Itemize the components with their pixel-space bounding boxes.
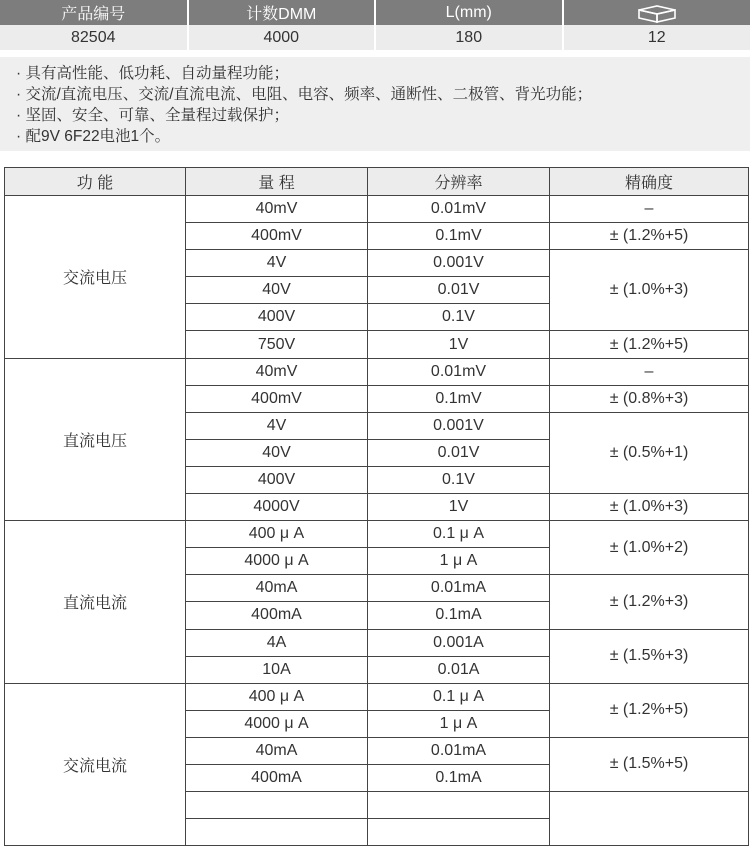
spec-row [5, 358, 749, 385]
range-cell [186, 792, 368, 819]
resolution-cell: 0.01A [368, 656, 550, 683]
accuracy-cell: ± (1.5%+5) [550, 737, 749, 791]
resolution-cell: 0.1mA [368, 764, 550, 791]
resolution-cell: 1 μ A [368, 548, 550, 575]
accuracy-header: 精确度 [550, 168, 749, 196]
function-cell: 交流电流 [5, 683, 186, 846]
range-cell: 750V [186, 331, 368, 358]
function-header: 功 能 [5, 168, 186, 196]
range-cell: 400V [186, 304, 368, 331]
package-box-icon [635, 3, 679, 23]
resolution-cell: 0.01V [368, 277, 550, 304]
accuracy-cell: – [550, 358, 749, 385]
accuracy-cell: ± (1.2%+5) [550, 223, 749, 250]
range-cell: 40mA [186, 575, 368, 602]
range-cell: 4000 μ A [186, 548, 368, 575]
range-cell: 400mV [186, 223, 368, 250]
resolution-cell: 0.01mV [368, 358, 550, 385]
accuracy-cell: – [550, 196, 749, 223]
feature-item: · 坚固、安全、可靠、全量程过载保护； [16, 105, 750, 126]
accuracy-cell: ± (0.5%+1) [550, 412, 749, 493]
length-header: L(mm) [375, 0, 563, 25]
resolution-cell: 1 μ A [368, 710, 550, 737]
range-cell: 4V [186, 250, 368, 277]
accuracy-cell: ± (1.5%+3) [550, 629, 749, 683]
range-cell: 40V [186, 439, 368, 466]
range-cell: 40mV [186, 196, 368, 223]
product-code-value: 82504 [0, 25, 188, 50]
resolution-cell: 0.1V [368, 466, 550, 493]
resolution-cell [368, 792, 550, 819]
range-header: 量 程 [186, 168, 368, 196]
range-cell: 4000 μ A [186, 710, 368, 737]
product-info-table [0, 0, 750, 50]
range-cell: 400mV [186, 385, 368, 412]
count-dmm-header: 计数DMM [188, 0, 376, 25]
spec-row [5, 196, 749, 223]
resolution-cell: 0.1 μ A [368, 683, 550, 710]
resolution-cell: 0.01mA [368, 575, 550, 602]
range-cell: 40mV [186, 358, 368, 385]
spec-table [4, 167, 748, 846]
range-cell [186, 819, 368, 846]
function-cell: 直流电流 [5, 521, 186, 684]
range-cell: 4000V [186, 494, 368, 521]
resolution-cell: 0.01mA [368, 737, 550, 764]
box-quantity-value: 12 [563, 25, 750, 50]
resolution-cell: 0.001V [368, 250, 550, 277]
accuracy-cell: ± (1.2%+5) [550, 331, 749, 358]
range-cell: 400mA [186, 764, 368, 791]
resolution-cell: 0.01mV [368, 196, 550, 223]
range-cell: 400 μ A [186, 683, 368, 710]
accuracy-cell: ± (1.2%+5) [550, 683, 749, 737]
resolution-cell: 0.001A [368, 629, 550, 656]
range-cell: 4V [186, 412, 368, 439]
accuracy-cell: ± (1.2%+3) [550, 575, 749, 629]
accuracy-cell: ± (0.8%+3) [550, 385, 749, 412]
range-cell: 400 μ A [186, 521, 368, 548]
range-cell: 400V [186, 466, 368, 493]
product-code-header: 产品编号 [0, 0, 188, 25]
count-dmm-value: 4000 [188, 25, 376, 50]
accuracy-cell: ± (1.0%+3) [550, 250, 749, 331]
resolution-cell: 0.1 μ A [368, 521, 550, 548]
resolution-cell: 0.1mA [368, 602, 550, 629]
feature-item: · 配9V 6F22电池1个。 [16, 126, 750, 147]
spec-table-body [5, 196, 749, 846]
resolution-cell: 0.001V [368, 412, 550, 439]
feature-list [0, 57, 750, 151]
product-header-row [0, 0, 750, 25]
feature-item: · 具有高性能、低功耗、自动量程功能； [16, 63, 750, 84]
resolution-cell: 0.1mV [368, 385, 550, 412]
resolution-cell: 0.01V [368, 439, 550, 466]
range-cell: 400mA [186, 602, 368, 629]
spec-header-row [5, 168, 749, 196]
resolution-cell: 0.1V [368, 304, 550, 331]
feature-item: · 交流/直流电压、交流/直流电流、电阻、电容、频率、通断性、二极管、背光功能； [16, 84, 750, 105]
function-cell: 交流电压 [5, 196, 186, 359]
product-value-row [0, 25, 750, 50]
spec-row [5, 683, 749, 710]
range-cell: 40mA [186, 737, 368, 764]
length-value: 180 [375, 25, 563, 50]
resolution-cell: 1V [368, 331, 550, 358]
accuracy-cell: ± (1.0%+3) [550, 494, 749, 521]
accuracy-cell: ± (1.0%+2) [550, 521, 749, 575]
range-cell: 10A [186, 656, 368, 683]
box-quantity-header [563, 0, 750, 25]
resolution-cell: 1V [368, 494, 550, 521]
range-cell: 40V [186, 277, 368, 304]
function-cell: 直流电压 [5, 358, 186, 521]
spec-row [5, 521, 749, 548]
range-cell: 4A [186, 629, 368, 656]
resolution-cell [368, 819, 550, 846]
resolution-cell: 0.1mV [368, 223, 550, 250]
resolution-header: 分辨率 [368, 168, 550, 196]
